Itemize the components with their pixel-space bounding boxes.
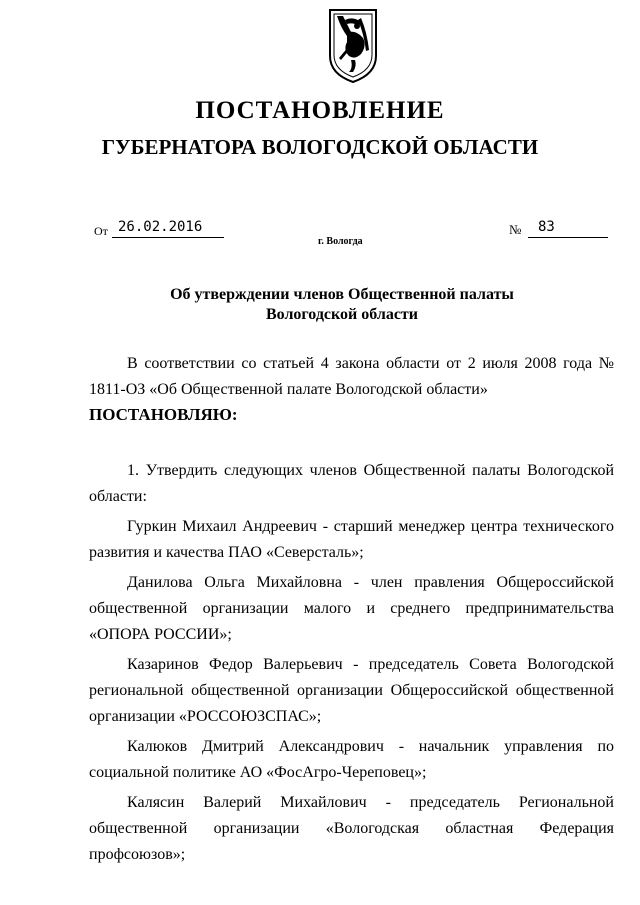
member-paragraph: Гуркин Михаил Андреевич - старший менеджер центра технического развития и качества ПАО «Северсталь»; xyxy=(89,518,614,561)
document-subject xyxy=(150,285,534,325)
document-date: 26.02.2016 xyxy=(112,218,224,238)
subject-line-1: Об утверждении членов Общественной палаты xyxy=(170,286,514,303)
intro-text: В соответствии со статьей 4 закона области от 2 июля 2008 года № 1811-ОЗ «Об Общественной палате Вологодской области» xyxy=(89,355,614,398)
document-subtitle: ГУБЕРНАТОРА ВОЛОГОДСКОЙ ОБЛАСТИ xyxy=(101,135,539,159)
decree-word: ПОСТАНОВЛЯЮ: xyxy=(89,405,238,424)
member-paragraph: Данилова Ольга Михайловна - член правления Общероссийской общественной организации малого и среднего предпринимательства «ОПОРА РОССИИ»; xyxy=(89,574,614,643)
date-label: От xyxy=(94,224,108,238)
member-paragraph: Калясин Валерий Михайлович - председатель Региональной общественной организации «Вологодская областная Федерация профсоюзов»; xyxy=(89,794,614,863)
item-1-text: 1. Утвердить следующих членов Общественной палаты Вологодской области: xyxy=(89,462,614,505)
document-number: 83 xyxy=(528,218,608,238)
member-paragraph: Калюков Дмитрий Александрович - начальник управления по социальной политике АО «ФосАгро-Череповец»; xyxy=(89,738,614,781)
member-paragraph: Казаринов Федор Валерьевич - председатель Совета Вологодской региональной общественной организации Общероссийской общественной организации «РОССОЮЗСПАС»; xyxy=(89,656,614,725)
number-label: № xyxy=(509,222,522,237)
document-city: г. Вологда xyxy=(318,236,363,247)
members-section xyxy=(89,458,614,872)
intro-paragraph xyxy=(89,351,614,403)
coat-of-arms-emblem xyxy=(327,6,379,84)
subject-line-2: Вологодской области xyxy=(265,306,419,323)
document-title: ПОСТАНОВЛЕНИЕ xyxy=(195,97,445,124)
